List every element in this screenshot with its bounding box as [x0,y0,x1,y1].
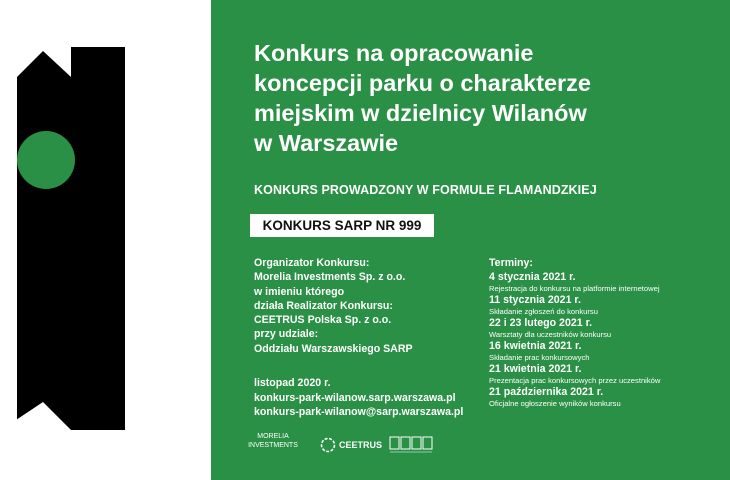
organizer-line: przy udziale: [254,328,319,341]
schedule-desc: Rejestracja do konkursu na platformie internetowej [489,283,660,293]
green-circle [17,131,75,189]
organizer-line: CEETRUS Polska Sp. z o.o. [254,314,392,327]
schedule-header: Terminy: [489,257,533,269]
morelia-logo-line1: MORELIA [257,433,289,440]
subtitle: KONKURS PROWADZONY W FORMULE FLAMANDZKIEJ [254,183,597,197]
left-graphic [0,0,210,480]
organizer-line: działa Realizator Konkursu: [254,299,393,312]
schedule-desc: Warsztaty dla uczestników konkursu [489,329,612,339]
morelia-logo-line2: INVESTMENTS [248,442,298,449]
date-published: listopad 2020 r. [254,377,331,389]
sarp-logo-mark [389,436,433,454]
ceetrus-icon [320,437,336,453]
organizer-line: w imieniu którego [254,285,345,298]
schedule-date: 21 kwietnia 2021 r. [489,363,582,375]
organizer-line: Morelia Investments Sp. z o.o. [254,271,406,284]
schedule-desc: Składanie prac konkursowych [489,352,590,362]
title-line: miejskim w dzielnicy Wilanów [254,100,587,126]
title-line: koncepcji parku o charakterze [254,70,591,96]
ceetrus-logo-text: CEETRUS [339,440,383,450]
email-link[interactable]: konkurs-park-wilanow@sarp.warszawa.pl [254,406,464,418]
morelia-logo [248,432,298,450]
schedule-desc: Prezentacja prac konkursowych przez uczestników [489,375,661,385]
title-line: w Warszawie [254,130,399,156]
sarp-logo [389,436,433,459]
organizer-line: Organizator Konkursu: [254,257,370,269]
schedule-date: 11 stycznia 2021 r. [489,294,581,306]
schedule-block [489,256,660,408]
schedule-date: 16 kwietnia 2021 r. [489,340,582,352]
organizer-block [254,256,413,356]
schedule-date: 21 października 2021 r. [489,386,604,398]
title-line: Konkurs na opracowanie [254,40,534,66]
ceetrus-logo [320,437,382,453]
page-title [254,38,694,158]
contact-block [254,376,463,420]
schedule-date: 22 i 23 lutego 2021 r. [489,317,593,329]
schedule-desc: Oficjalne ogłoszenie wyników konkursu [489,398,621,408]
schedule-desc: Składanie zgłoszeń do konkursu [489,306,598,316]
schedule-date: 4 stycznia 2021 r. [489,271,576,283]
competition-number-badge: KONKURS SARP NR 999 [250,214,434,237]
website-link[interactable]: konkurs-park-wilanow.sarp.warszawa.pl [254,391,456,404]
organizer-line: Oddziału Warszawskiego SARP [254,342,413,355]
